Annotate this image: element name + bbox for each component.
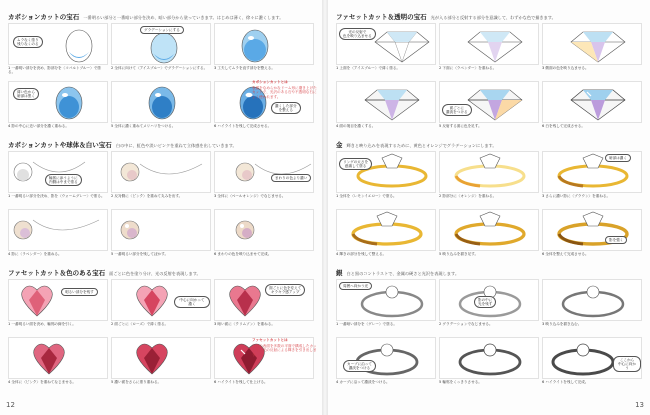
gold-ring-illustration [439,209,539,251]
step-caption: 2 影部分に〈オレンジ〉を重ねる。 [439,194,497,198]
step-caption: 3 側面の色を映り込ませる。 [542,66,589,70]
heart-gem-illustration [8,279,108,321]
heart-gem-illustration [8,337,108,379]
section-cabochon [8,12,316,137]
step-caption: 4 面の境目を濃くする。 [336,124,376,128]
step-panel [542,151,642,207]
step-caption: 1 上面を〈アイスブルー〉で薄く塗る。 [336,66,401,70]
hint-bubble: 影を強く [605,236,627,244]
page-number: 12 [6,401,15,409]
step-panel [336,209,436,265]
step-panel [439,279,539,335]
step-caption: 2 反対側に〈ピンク〉を重ねて丸みを出す。 [111,194,183,198]
step-row [336,23,644,79]
hint-bubble: 面ごとに色を変えて キラキラ感アップ [265,284,305,296]
silver-ring-illustration [439,279,539,321]
step-caption: 4 影に〈ラベンダー〉を重ねる。 [8,252,62,256]
step-caption: 3 暗い面に〈クリムゾン〉を重ねる。 [214,322,275,326]
heart-gem-illustration [214,279,314,321]
step-panel [336,81,436,137]
step-caption: 6 白を残して完成させる。 [542,124,585,128]
silver-ring-illustration [542,279,642,321]
step-panel [336,23,436,79]
step-caption: 5 反射する面に色を足す。 [439,124,482,128]
pearl-illustration [214,151,314,193]
diamond-illustration [336,81,436,123]
step-row [336,151,644,207]
hint-bubble: まわりの色より濃い [271,174,311,182]
note-title: ファセットカットとは [252,338,288,342]
step-panel [336,151,436,207]
step-row [8,209,316,265]
gold-ring-illustration [336,151,436,193]
pearl-illustration [8,209,108,251]
silver-ring-illustration [542,337,642,379]
gold-ring-illustration [542,209,642,251]
hint-bubble: 面ごとに 濃淡をつける [442,104,472,116]
step-panel [439,81,539,137]
step-caption: 3 さらに濃い影に〈ブラウン〉を重ねる。 [542,194,611,198]
silver-ring-illustration [336,279,436,321]
step-panel [214,209,314,265]
section-title: ファセットカット＆色のある宝石 [8,269,106,277]
right-page [328,0,650,415]
step-panel [111,23,211,79]
section-title: カボションカットの宝石 [8,13,80,21]
step-panel [214,151,314,207]
step-caption: 5 一番明るい部分を残してぼかす。 [111,252,169,256]
step-panel [111,151,211,207]
section-title: 銀 [336,269,343,277]
step-caption: 5 輪郭をくっきりさせる。 [439,380,482,384]
step-panel [8,279,108,335]
diamond-illustration [336,23,436,65]
heart-gem-illustration [111,337,211,379]
step-row [336,279,644,335]
step-caption: 6 まわりの色を映り込ませて完成。 [214,252,272,256]
step-row [8,279,316,335]
step-caption: 1 一番明い部分を決め、影部分を〈コバルトブルー〉で塗る。 [8,66,101,75]
hint-bubble: 中心に向かって濃く [174,296,210,308]
step-panel [439,337,539,393]
section-description: 一番明るい部分と一番暗い部分を決め、暗い部分から塗っていきます。はじめは薄く、徐々に濃くします。 [83,15,284,20]
note-cabochon [252,80,318,99]
section-description: 光が入る部分と反射する部分を意識して、わずかな色で描きます。 [430,15,556,20]
cabochon-illustration [8,23,108,65]
step-panel [542,81,642,137]
step-panel [8,209,108,265]
cabochon-illustration [214,23,314,65]
hint-bubble: 濃くした部分 を整える [271,102,301,114]
section-title: カボションカットや球体＆白い宝石 [8,141,112,149]
cabochon-illustration [8,81,108,123]
step-caption: 3 全体に〈ペールオレンジ〉でなじませる。 [214,194,286,198]
note-title: カボションカットとは [252,80,288,84]
step-row [336,209,644,265]
hint-bubble: 影の中に 光を残す [474,296,496,308]
diamond-illustration [542,81,642,123]
hint-bubble: グラデーションにする [140,26,184,34]
step-panel [542,337,642,393]
step-caption: 1 一番明るい部分を決め、影を〈ウォームグレー〉で塗る。 [8,194,105,198]
step-caption: 4 輝きの部分を残して整える。 [336,252,387,256]
hint-bubble: ムラなく塗り 残りなくのる [13,36,43,48]
step-caption: 5 濃い面をさらに塗り重ねる。 [111,380,162,384]
cabochon-illustration [111,81,211,123]
step-caption: 4 カーブに沿って濃淡をつける。 [336,380,390,384]
section-silver [336,268,644,393]
hint-bubble: 周囲へ向かう光 [339,282,372,290]
section-description: 白の中に、虹色や淡いピンクを重ねて立体感を出していきます。 [115,143,237,148]
note-facet [252,338,318,357]
step-panel [214,279,314,335]
step-row [336,337,644,393]
step-caption: 6 全体を整えて完成させる。 [542,252,589,256]
step-panel [214,23,314,79]
left-page [0,0,322,415]
cabochon-illustration [111,23,211,65]
step-caption: 1 一番暗い部分を〈グレー〉で塗る。 [336,322,397,326]
section-gold [336,140,644,265]
step-panel [336,279,436,335]
hint-bubble: 暗部は濃く [605,154,631,162]
step-caption: 6 ハイライトを残して完成。 [542,380,589,384]
step-row [8,151,316,207]
silver-ring-illustration [439,337,539,379]
gold-ring-illustration [439,151,539,193]
step-panel [439,209,539,265]
step-panel [8,23,108,79]
section-title: 金 [336,141,343,149]
step-caption: 6 ハイライトを残して仕上げる。 [214,380,268,384]
step-caption: 6 ハイライトを残して完成させる。 [214,124,272,128]
step-caption: 3 工夫してムラを直す部分を整える。 [214,66,275,70]
heart-gem-illustration [111,279,211,321]
silver-ring-illustration [336,337,436,379]
section-description: 白と黒のコントラストで、金属の硬さと光沢を表現します。 [346,271,460,276]
step-panel [542,23,642,79]
hint-bubble: 明るい部分を残す [61,288,98,296]
step-panel [542,209,642,265]
note-text: 宝石の表面を多数の平面で構成したカットで、光の反射による輝きを引き出します。 [252,343,317,357]
hint-bubble: リングの太さを 意識して塗る [339,158,372,170]
section-description: 面ごとに色を塗り分け、光の反射を表現します。 [109,271,201,276]
step-panel [111,337,211,393]
step-panel [111,209,211,265]
step-panel [439,151,539,207]
step-caption: 4 影の中心に近い部分を濃く重ねる。 [8,124,69,128]
section-pearl [8,140,316,265]
hint-bubble: カーブに沿って 濃淡をつける [343,360,376,372]
step-caption: 1 一番明るい面を決め、輪郭の線を引く。 [8,322,76,326]
step-caption: 3 映り込みを描き込む。 [542,322,582,326]
section-description: 輝きと映り込みを表現するために、黄色とオレンジでグラデーションにします。 [346,143,497,148]
step-caption: 2 全体に向けて〈アイスブルー〉でグラデーションにする。 [111,66,208,70]
pearl-illustration [214,209,314,251]
page-number: 13 [635,401,644,409]
step-panel [542,279,642,335]
step-caption: 5 全体に濃く重ねてメリハリをつける。 [111,124,176,128]
pearl-illustration [111,209,211,251]
pearl-illustration [8,151,108,193]
section-facet-colored [8,268,316,393]
section-title: ファセットカット＆透明の宝石 [336,13,427,21]
step-caption: 5 映り込みを描き足す。 [439,252,479,256]
step-panel [8,81,108,137]
step-row [8,23,316,79]
step-panel [8,337,108,393]
step-row [336,81,644,137]
step-panel [8,151,108,207]
hint-bubble: ここから 中心に向かう [613,356,641,372]
step-panel [111,81,211,137]
note-text: 表面をなめらかなドーム形に磨き上げたカットで、光沢のある石や不透明な石によく使われます。 [252,85,317,99]
diamond-illustration [542,23,642,65]
hint-bubble: 輪郭に添うように 内側は中まで塗る [45,174,82,186]
diamond-illustration [439,23,539,65]
step-caption: 4 全体に〈ピンク〉を重ねてなじませる。 [8,380,76,384]
step-caption: 2 グラデーションでなじませる。 [439,322,493,326]
step-panel [439,23,539,79]
step-caption: 1 全体を〈レモンイエロー〉で塗る。 [336,194,397,198]
pearl-illustration [111,151,211,193]
hint-bubble: 薄い色から 暗部は黒く [13,88,39,100]
diamond-illustration [439,81,539,123]
step-panel [111,279,211,335]
gold-ring-illustration [542,151,642,193]
step-caption: 2 下面に〈ラベンダー〉を重ねる。 [439,66,497,70]
step-panel [336,337,436,393]
hint-bubble: 光の反射で 色を映り込ませる [339,28,376,40]
section-clear-gem [336,12,644,137]
step-caption: 2 面ごとに〈ローズ〉で薄く塗る。 [111,322,169,326]
gold-ring-illustration [336,209,436,251]
